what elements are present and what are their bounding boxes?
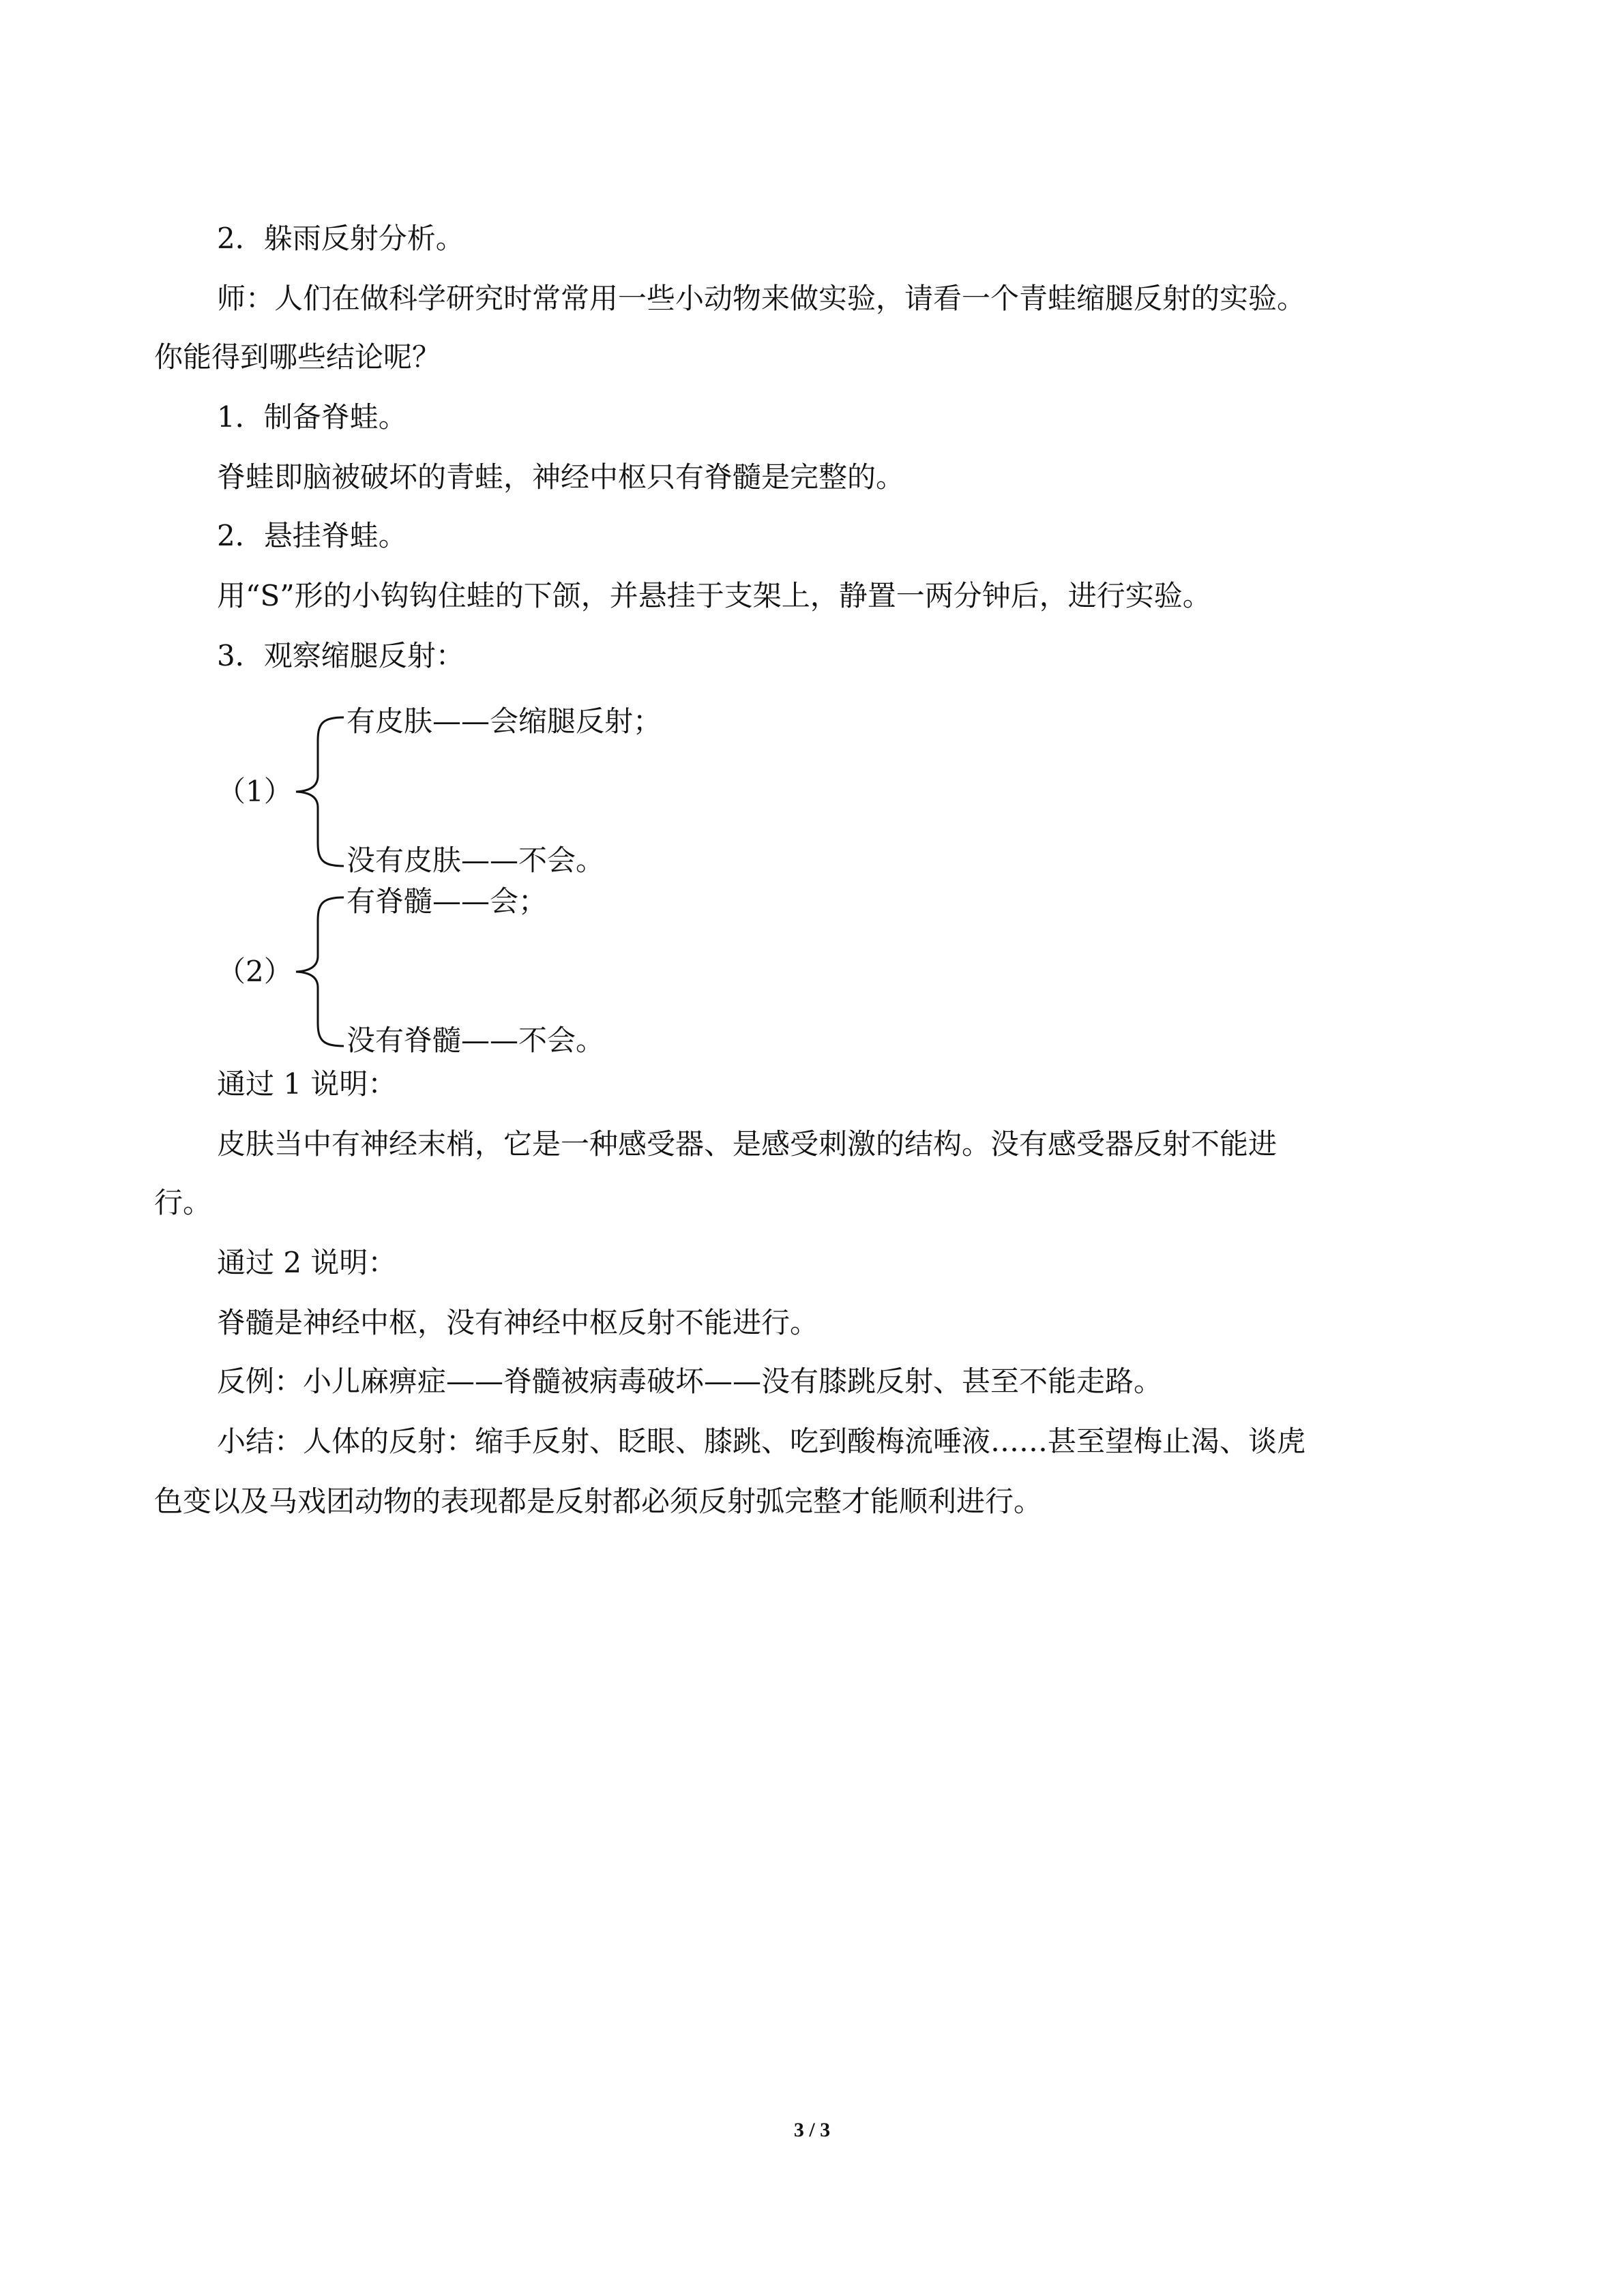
paragraph-text: 师：人们在做科学研究时常常用一些小动物来做实验，请看一个青蛙缩腿反射的实验。 xyxy=(217,282,1306,315)
paragraph-text: 反例：小儿麻痹症——脊髓被病毒破坏——没有膝跳反射、甚至不能走路。 xyxy=(217,1365,1163,1398)
paragraph-text: 你能得到哪些结论呢？ xyxy=(154,340,441,374)
paragraph-heading: 2．躲雨反射分析。 xyxy=(217,222,464,255)
brace-group-2 xyxy=(217,880,831,1064)
brace-top-line: 有皮肤——会缩腿反射； xyxy=(346,704,662,738)
group-number: （1） xyxy=(217,775,293,808)
step-heading: 3．观察缩腿反射： xyxy=(217,639,464,672)
brace-bottom-line: 没有皮肤——不会。 xyxy=(346,844,605,877)
group-number: （2） xyxy=(217,955,293,988)
brace-group-1 xyxy=(217,700,831,884)
brace-top-line: 有脊髓——会； xyxy=(346,884,548,918)
paragraph-text: 行。 xyxy=(154,1186,212,1219)
paragraph-text: 色变以及马戏团动物的表现都是反射都必须反射弧完整才能顺利进行。 xyxy=(154,1485,1043,1518)
brace-bottom-line: 没有脊髓——不会。 xyxy=(346,1024,605,1057)
step-heading: 1．制备脊蛙。 xyxy=(217,400,407,434)
paragraph-text: 通过 2 说明： xyxy=(217,1246,397,1279)
step-heading: 2．悬挂脊蛙。 xyxy=(217,519,407,552)
paragraph-text: 脊髓是神经中枢，没有神经中枢反射不能进行。 xyxy=(217,1306,819,1339)
curly-brace-icon xyxy=(291,700,345,884)
paragraph-text: 通过 1 说明： xyxy=(217,1067,397,1101)
curly-brace-icon xyxy=(291,880,345,1064)
paragraph-text: 用“S”形的小钩钩住蛙的下颌，并悬挂于支架上，静置一两分钟后，进行实验。 xyxy=(217,579,1211,612)
page-number: 3 / 3 xyxy=(793,2119,831,2141)
paragraph-text: 皮肤当中有神经末梢，它是一种感受器、是感受刺激的结构。没有感受器反射不能进 xyxy=(217,1127,1278,1161)
paragraph-text: 小结：人体的反射：缩手反射、眨眼、膝跳、吃到酸梅流唾液……甚至望梅止渴、谈虎 xyxy=(217,1425,1306,1458)
paragraph-text: 脊蛙即脑被破坏的青蛙，神经中枢只有脊髓是完整的。 xyxy=(217,460,905,494)
